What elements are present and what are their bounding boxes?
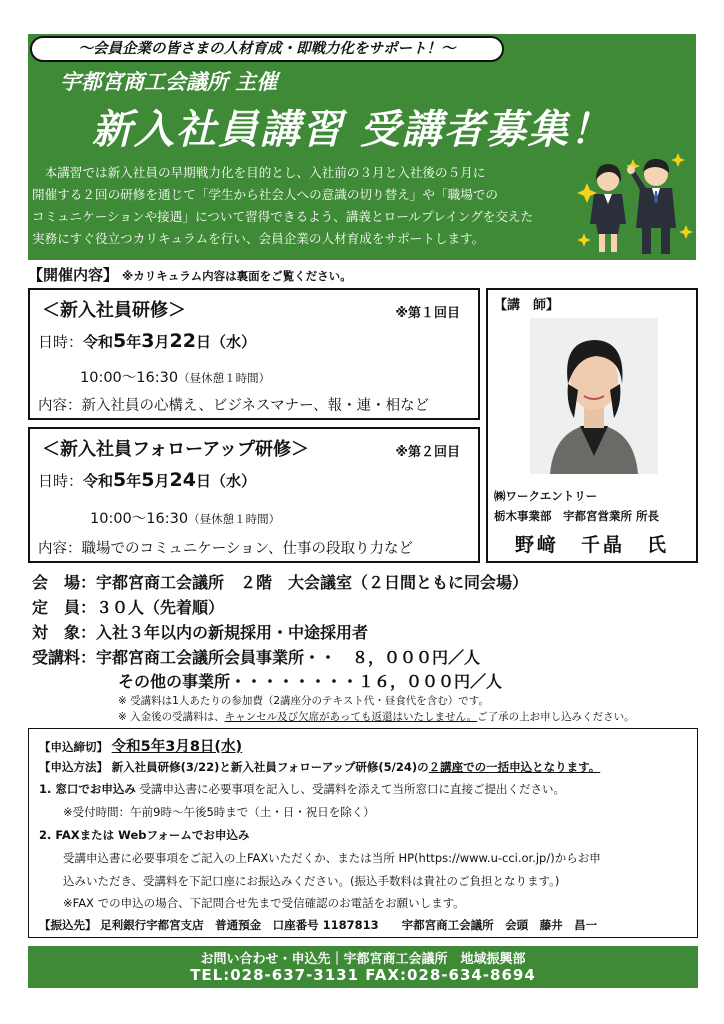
capacity: 定 員：３０人（先着順） [32,598,225,617]
time-note: （昼休憩１時間） [188,512,281,526]
course-time [90,507,280,528]
course-title: ＜新入社員フォローアップ研修＞ [42,439,309,460]
section-note: ※カリキュラム内容は裏面をご覧ください。 [122,269,352,283]
time-note: （昼休憩１時間） [178,371,271,385]
date-prefix: 日時： [38,333,84,351]
lecturer-label: 【講 師】 [494,298,560,313]
refund-note [118,709,635,724]
method-row [39,759,600,775]
date-year: 5 [113,330,127,352]
item1-title: 1. 窓口でお申込み [39,782,136,796]
date-era: 令和 [83,472,114,490]
refund-note-c: ご了承の上お申し込みください。 [477,711,635,723]
date-day: 22 [169,330,196,352]
application-box [28,728,698,938]
item2-title: 2. FAXまたは Webフォームでお申込み [39,828,250,842]
date-month: 3 [141,330,155,352]
date-month-unit: 月 [154,333,170,351]
course-box-2 [28,427,480,563]
deadline-value: 令和5年3月8日(水) [111,739,243,755]
date-year-unit: 年 [126,472,142,490]
fee-other: その他の事業所・・・・・・・・１６，０００円／人 [118,672,503,691]
date-year: 5 [113,469,127,491]
item1-text: 受講申込書に必要事項を記入し、受講料を添えて当所窓口に直接ご提出ください。 [139,782,566,796]
lecturer-company: ㈱ワークエントリー [494,489,598,503]
item2-text-2: 込みいただき、受講料を下記口座にお振込みください。(振込手数料は貴社のご負担となります。) [63,874,560,888]
contact-line: お問い合わせ・申込先｜宇都宮商工会議所 地域振興部 [200,952,526,967]
method-text: 新入社員研修(3/22)と新入社員フォローアップ研修(5/24)の [111,760,429,774]
intro-line: コミュニケーションや接遇」について習得できるよう、講義とロールプレイングを交えた [32,209,534,224]
date-year-unit: 年 [126,333,142,351]
fee-note: ※ 受講料は1人あたりの参加費（2講座分のテキスト代・昼食代を含む）です。 [118,695,489,707]
refund-note-b: キャンセル及び欠席があっても返還はいたしません。 [224,711,478,723]
organizer: 宇都宮商工会議所 主催 [60,70,278,94]
course-date [38,330,256,352]
lecturer-name: 野﨑 千晶 氏 [514,534,669,556]
date-weekday: （水） [211,333,257,351]
course-content: 内容：新入社員の心構え、ビジネスマナー、報・連・相など [38,398,430,414]
lecturer-office: 栃木事業部 宇都宮営業所 所長 [494,509,660,523]
date-day: 24 [169,469,196,491]
course-box-1 [28,288,480,420]
transfer-row [39,917,597,933]
course-round: ※第１回目 [395,306,460,321]
portrait-image [530,318,658,474]
intro-text [32,162,572,250]
item2-note: ※FAX での申込の場合、下記問合せ先まで受信確認のお電話をお願いします。 [63,896,465,910]
date-month-unit: 月 [154,472,170,490]
date-day-unit: 日 [195,472,211,490]
lecturer-box [486,288,698,563]
intro-line: 実務にすぐ役立つカリキュラムを行い、会員企業の人材育成をサポートします。 [32,231,485,246]
deadline-row [39,735,242,756]
time-range: 10:00～16:30 [80,370,179,386]
contact-footer [28,946,698,988]
lecturer-photo [530,318,658,474]
date-era: 令和 [83,333,114,351]
transfer-label: 【振込先】 [39,918,97,932]
course-time [80,366,270,387]
date-weekday: （水） [211,472,257,490]
item1-hours: ※受付時間：午前9時～午後5時まで（土・日・祝日を除く） [63,805,375,819]
course-content: 内容：職場でのコミュニケーション、仕事の段取り力など [38,541,413,557]
date-prefix: 日時： [38,472,84,490]
contact-phone-fax: TEL:028-637-3131 FAX:028-634-8694 [190,966,536,984]
course-round: ※第２回目 [395,445,460,460]
intro-line: 本講習では新入社員の早期戦力化を目的とし、入社前の３月と入社後の５月に [32,165,486,180]
item1-row [39,781,565,797]
course-title: ＜新入社員研修＞ [42,300,186,321]
transfer-text: 足利銀行宇都宮支店 普通預金 口座番号 1187813 宇都宮商工会議所 会頭 藤井 昌一 [100,918,598,932]
date-day-unit: 日 [195,333,211,351]
date-month: 5 [141,469,155,491]
method-label: 【申込方法】 [39,760,108,774]
refund-note-a: ※ 入金後の受講料は、 [118,711,225,723]
tagline: ～会員企業の皆さまの人材育成・即戦力化をサポート！～ [30,36,504,62]
time-range: 10:00～16:30 [90,511,189,527]
section-heading [28,264,352,285]
intro-line: 開催する２回の研修を通じて「学生から社会人への意識の切り替え」や「職場での [32,187,498,202]
method-emphasis: ２講座での一括申込となります。 [428,760,601,774]
venue: 会 場：宇都宮商工会議所 ２階 大会議室（２日間ともに同会場） [32,573,529,592]
section-heading-label: 【開催内容】 [28,266,119,284]
target: 対 象：入社３年以内の新規採用・中途採用者 [32,623,369,642]
course-date [38,469,256,491]
page-title: 新入社員講習 受講者募集！ [92,107,612,153]
fee-member: 受講料：宇都宮商工会議所会員事業所・・ ８，０００円／人 [32,648,481,667]
deadline-label: 【申込締切】 [39,740,108,754]
business-people-illustration [576,150,694,258]
item2-text-1: 受講申込書に必要事項をご記入の上FAXいただくか、または当所 HP(https://www.u-cci.or.jp/)からお申 [63,851,601,865]
